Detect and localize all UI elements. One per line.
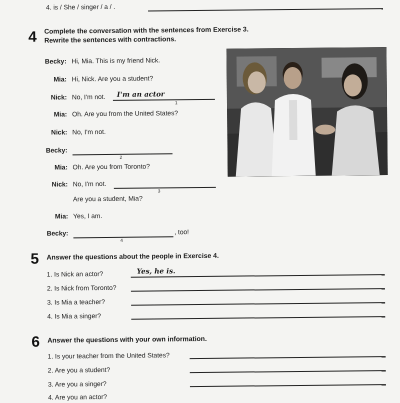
dialogue-followup: Are you a student, Mia? [72,195,143,204]
question-text: 3. Are you a singer? [47,380,107,389]
answer-line-6-1[interactable] [190,356,386,359]
dialogue-text: No, I'm not. [72,180,107,189]
dialogue-speaker: Nick: [51,129,68,137]
top-item-answer-line[interactable] [148,8,383,11]
dialogue-speaker: Mia: [53,76,67,84]
question-text: 4. Are you an actor? [48,393,108,402]
section-6-instructions: Answer the questions with your own information. [47,335,207,345]
dialogue-speaker: Nick: [51,181,68,189]
question-text: 1. Is Nick an actor? [46,271,104,279]
blank-number-1: 1 [174,100,178,106]
dialogue-speaker: Becky: [44,58,67,66]
top-item-text: 4. is / She / singer / a / . [45,3,116,12]
section-5-instructions: Answer the questions about the people in Exercise 4. [46,252,219,262]
section-4-instructions-1: Complete the conversation with the sentences from Exercise 3. [44,26,249,36]
question-text: 2. Is Nick from Toronto? [46,284,117,293]
question-text: 4. Is Mia a singer? [47,313,102,321]
section-6-number: 6 [31,333,40,351]
section-5-number: 5 [30,250,40,268]
blank-number-3: 3 [157,188,161,194]
blank-1-line[interactable] [113,99,215,101]
answer-line-6-2[interactable] [190,370,386,373]
section-4-number: 4 [28,28,37,46]
dialogue-text: Oh. Are you from the United States? [72,110,179,119]
dialogue-speaker: Mia: [54,164,68,172]
question-text: 3. Is Mia a teacher? [47,299,106,307]
question-text: 1. Is your teacher from the United States? [47,352,170,361]
dialogue-text: Oh. Are you from Toronto? [72,163,150,172]
blank-number-4: 4 [120,237,123,243]
dialogue-text: Hi, Nick. Are you a student? [71,75,154,84]
dialogue-tail: , too! [174,229,190,237]
dialogue-text: No, I'm not. [71,93,106,102]
section-4-instructions-2: Rewrite the sentences with contractions. [44,36,177,45]
handwritten-answer-q1: Yes, he is. [136,266,176,276]
dialogue-speaker: Mia: [53,111,68,119]
dialogue-speaker: Nick: [50,94,67,102]
blank-3-line[interactable] [114,187,216,189]
question-text: 2. Are you a student? [47,366,111,375]
blank-number-2: 2 [119,154,123,160]
dialogue-text: Hi, Mia. This is my friend Nick. [71,57,161,66]
dialogue-text: No, I'm not. [72,128,106,137]
answer-line-5-3[interactable] [131,302,385,306]
handwritten-answer-1: I'm an actor [116,89,165,99]
dialogue-speaker: Mia: [54,213,69,221]
answer-line-5-4[interactable] [131,316,385,320]
dialogue-speaker: Becky: [45,147,68,155]
dialogue-text: Yes, I am. [73,213,103,221]
answer-line-5-2[interactable] [131,288,385,292]
answer-line-6-3[interactable] [190,384,386,387]
dialogue-speaker: Becky: [46,230,69,238]
conversation-photo [226,47,387,177]
